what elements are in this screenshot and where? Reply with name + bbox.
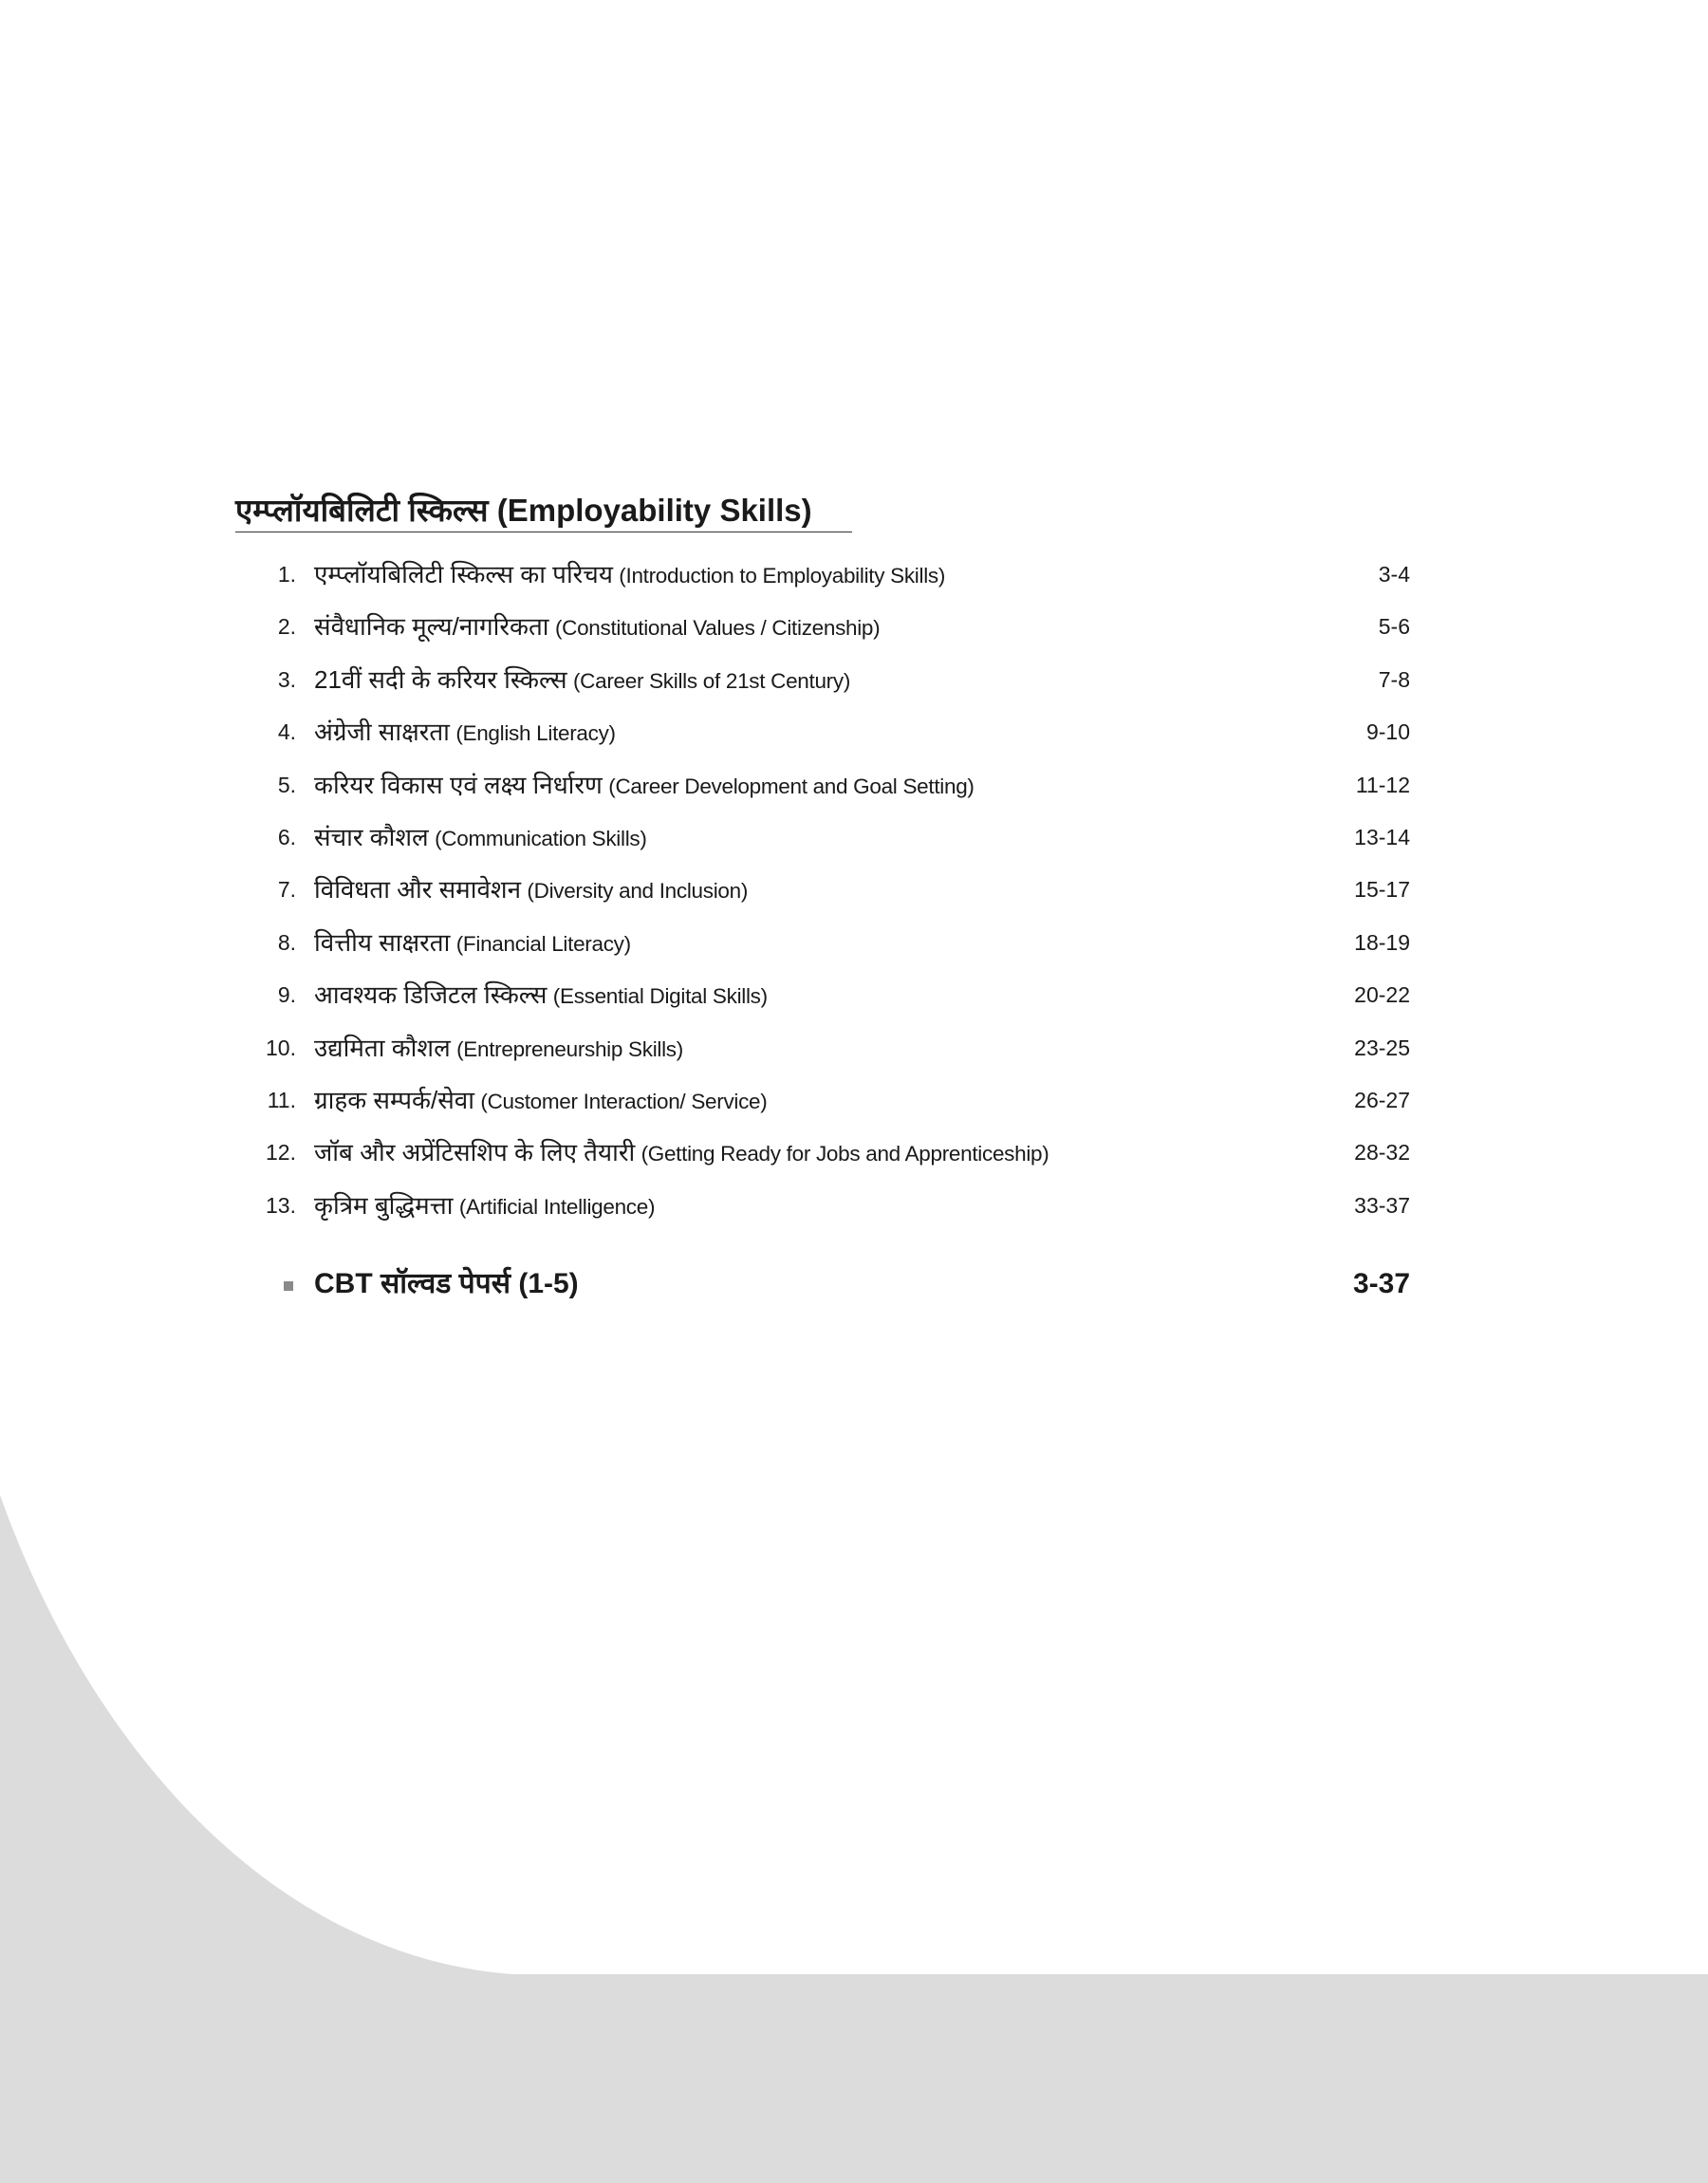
toc-item-title [314,1022,683,1075]
toc-item-title-english: (Getting Ready for Jobs and Apprenticeship) [640,1142,1049,1166]
toc-item-title-hindi: जॉब और अप्रेंटिसशिप के लिए तैयारी [314,1138,636,1167]
cbt-solved-papers-row[interactable] [0,1256,1708,1313]
toc-item-title-english: (Customer Interaction/ Service) [480,1089,768,1113]
toc-item-page-range: 33-37 [1354,1192,1410,1218]
toc-item-page-range: 23-25 [1354,1035,1410,1060]
toc-item-page-range: 15-17 [1354,877,1410,903]
toc-item-number: 1. [277,562,296,587]
toc-item-title-hindi: विविधता और समावेशन [314,875,522,905]
toc-item-title [314,864,748,917]
toc-item-title-english: (Communication Skills) [435,826,647,850]
toc-item-title-hindi: अंग्रेजी साक्षरता [314,718,450,747]
toc-item-number: 12. [266,1140,296,1166]
toc-item[interactable] [0,812,1708,864]
toc-item-page-range: 13-14 [1354,824,1410,849]
toc-item-page-range: 20-22 [1354,982,1410,1008]
toc-item-title [314,1074,767,1128]
section-title: एम्प्लॉयबिलिटी स्किल्स (Employability Skills) [235,493,812,528]
toc-item-page-range: 7-8 [1378,666,1410,692]
toc-item-number: 9. [277,982,296,1008]
toc-item[interactable] [0,969,1708,1021]
toc-item-title-hindi: संवैधानिक मूल्य/नागरिकता [314,612,549,642]
toc-item-number: 13. [266,1192,296,1218]
toc-item-number: 4. [277,719,296,745]
toc-item-title-english: (Financial Literacy) [455,931,631,956]
toc-item-page-range: 5-6 [1378,614,1410,640]
toc-item-title [314,812,647,865]
toc-item-title-english: (Career Development and Goal Setting) [608,774,975,798]
toc-item-page-range: 9-10 [1365,719,1410,745]
cbt-label: CBT सॉल्वड पेपर्स (1-5) [314,1268,579,1299]
toc-item-title-hindi: संचार कौशल [314,822,429,851]
toc-item-title-english: (Introduction to Employability Skills) [619,564,946,588]
toc-item-page-range: 18-19 [1354,929,1410,955]
toc-item-title-hindi: एम्प्लॉयबिलिटी स्किल्स का परिचय [314,560,613,588]
toc-list [0,549,1708,1232]
toc-item-title [314,759,975,812]
toc-item-title [314,549,945,602]
toc-item[interactable] [0,917,1708,969]
toc-item-title-hindi: करियर विकास एवं लक्ष्य निर्धारण [314,770,603,799]
toc-item-number: 5. [277,772,296,797]
toc-item[interactable] [0,1180,1708,1232]
toc-item[interactable] [0,706,1708,758]
toc-item-title-english: (Artificial Intelligence) [458,1194,656,1219]
toc-item[interactable] [0,759,1708,812]
toc-item-title-hindi: कृत्रिम बुद्धिमत्ता [314,1190,454,1220]
toc-item-title-english: (English Literacy) [455,721,616,746]
toc-item-title-english: (Essential Digital Skills) [552,984,768,1009]
square-bullet-icon [284,1281,293,1291]
toc-item-number: 6. [277,824,296,849]
toc-item-number: 11. [267,1087,296,1112]
toc-item-title-english: (Career Skills of 21st Century) [572,668,851,693]
toc-item-title-english: (Constitutional Values / Citizenship) [554,616,881,641]
toc-item[interactable] [0,601,1708,653]
toc-item-title [314,654,850,707]
toc-item[interactable] [0,1022,1708,1074]
toc-item-title [314,601,880,654]
toc-item[interactable] [0,1074,1708,1127]
toc-item-page-range: 26-27 [1354,1087,1410,1112]
toc-item-title-hindi: 21वीं सदी के करियर स्किल्स [314,664,567,694]
toc-item-title [314,969,768,1022]
toc-item-title-hindi: वित्तीय साक्षरता [314,927,451,957]
toc-item-title-hindi: आवश्यक डिजिटल स्किल्स [314,980,548,1010]
toc-item-title-hindi: उद्यमिता कौशल [314,1033,451,1062]
toc-item-page-range: 28-32 [1354,1140,1410,1166]
toc-item-number: 8. [277,929,296,955]
toc-item-title [314,1180,655,1233]
toc-item-title-english: (Entrepreneurship Skills) [456,1036,683,1061]
toc-item-number: 3. [277,666,296,692]
toc-item-page-range: 3-4 [1378,562,1410,587]
toc-item-number: 7. [277,877,296,903]
toc-item-title-hindi: ग्राहक सम्पर्क/सेवा [314,1085,474,1114]
toc-item[interactable] [0,1127,1708,1179]
toc-item-title [314,917,631,970]
toc-item-number: 2. [277,614,296,640]
toc-item-title [314,706,616,759]
cbt-page-range: 3-37 [1352,1268,1410,1299]
toc-item-number: 10. [266,1035,296,1060]
toc-item[interactable] [0,654,1708,706]
toc-item[interactable] [0,864,1708,916]
toc-item-title [314,1127,1049,1180]
toc-item-title-english: (Diversity and Inclusion) [527,879,749,904]
toc-item-page-range: 11-12 [1355,772,1410,797]
toc-item[interactable] [0,549,1708,601]
